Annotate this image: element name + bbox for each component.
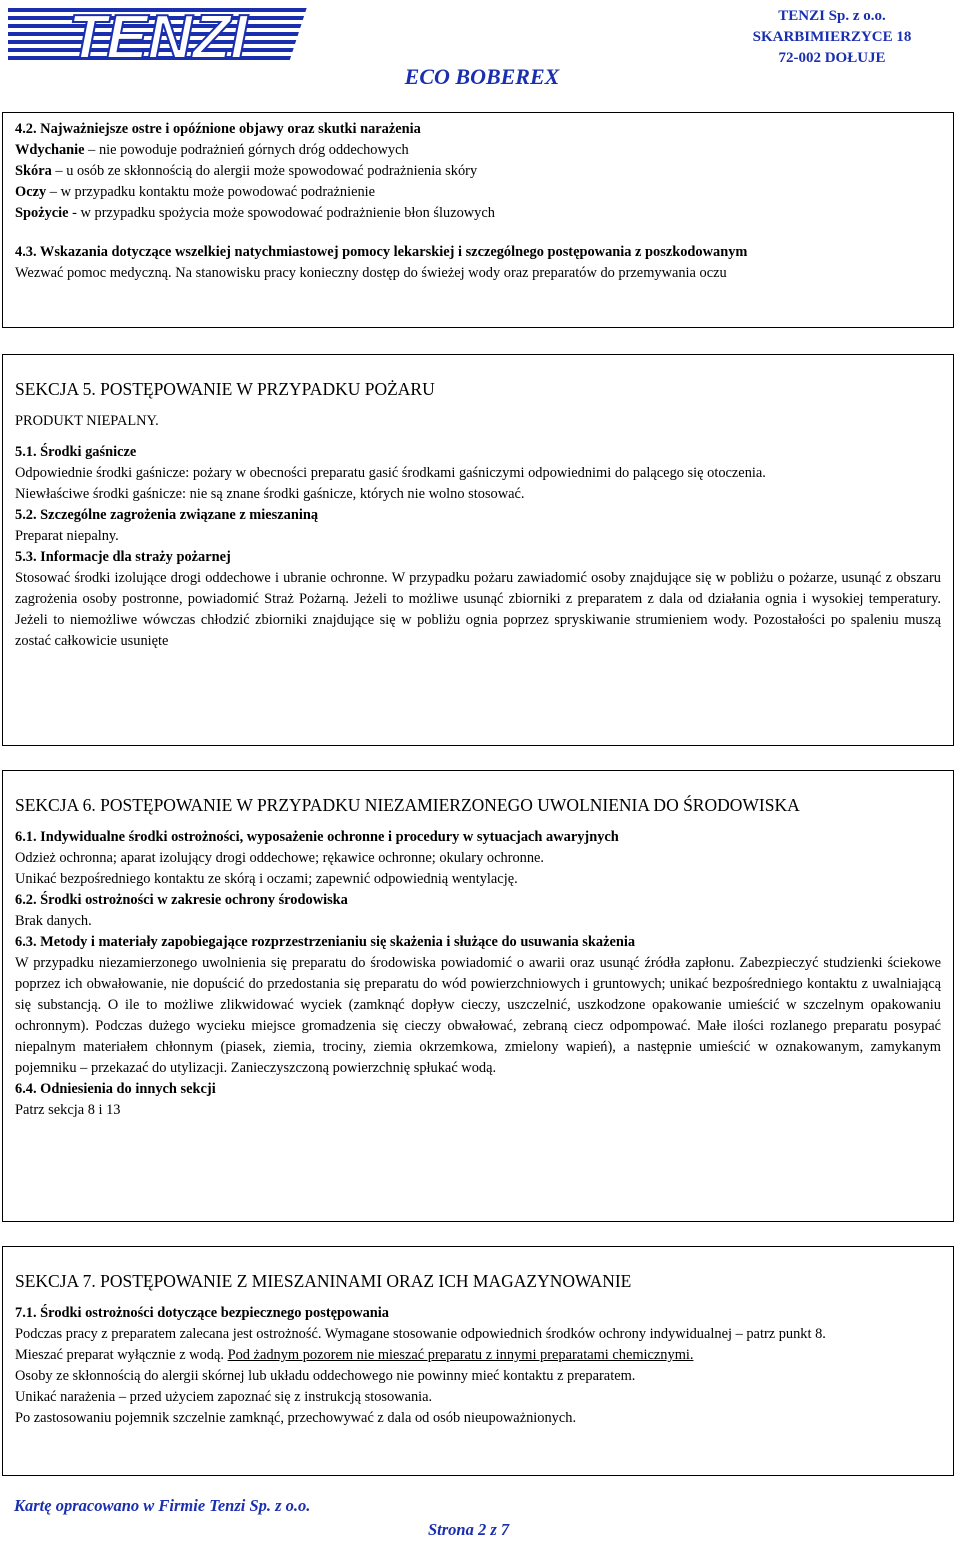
- section-6-title: SEKCJA 6. POSTĘPOWANIE W PRZYPADKU NIEZAMIERZONEGO UWOLNIENIA DO ŚRODOWISKA: [15, 795, 800, 815]
- section-6-3-title: 6.3. Metody i materiały zapobiegające rozprzestrzenianiu się skażenia i służące do usuwania skażenia: [15, 934, 636, 950]
- company-address: [722, 6, 942, 69]
- section-7-title: SEKCJA 7. POSTĘPOWANIE Z MIESZANINAMI ORAZ ICH MAGAZYNOWANIE: [15, 1271, 632, 1291]
- section-6-1-title: 6.1. Indywidualne środki ostrożności, wyposażenie ochronne i procedury w sytuacjach awaryjnych: [15, 829, 619, 845]
- section-6-4-title: 6.4. Odniesienia do innych sekcji: [15, 1081, 216, 1097]
- section-7-1-text-5: Po zastosowaniu pojemnik szczelnie zamknąć, przechowywać z dala od osób nieupoważnionych.: [15, 1410, 577, 1426]
- company-street: SKARBIMIERZYCE 18: [752, 29, 912, 45]
- section-4-3-title: 4.3. Wskazania dotyczące wszelkiej natychmiastowej pomocy lekarskiej i szczególnego postępowania z poszkodowanym: [15, 244, 748, 260]
- mix-water-text: Mieszać preparat wyłącznie z wodą.: [15, 1347, 228, 1363]
- section-7-1-title: 7.1. Środki ostrożności dotyczące bezpiecznego postępowania: [15, 1305, 390, 1321]
- section-5-2-title: 5.2. Szczególne zagrożenia związane z mieszaniną: [15, 507, 319, 523]
- section-6-3-text: W przypadku niezamierzonego uwolnienia się preparatu do środowiska powiadomić o awarii oraz usunąć źródła zapłonu. Zabezpieczyć studzienki ściekowe poprzez ich obwałowanie, nie dopuścić do przedostania się preparatu do wód powierzchniowych i gruntowych; unikać bezpośredniego kontaktu z uwalniającą się substancją. O ile to możliwe zlikwidować wyciek (zamknąć dopływ cieczy, uszczelnić, uszkodzone opakowanie umieścić w szczelnym opakowaniu ochronnym). Podczas dużego wycieku miejsce gromadzenia się cieczy obwałować, zebraną ciecz odpompować. Małe ilości rozlanego preparatu posypać niepalnym materiałem chłonnym (piasek, ziemia, trociny, ziemia okrzemkowa, zmielony wapień), a następnie umieścić w oznakowanym, zamykanym pojemniku – przekazać do utylizacji. Zanieczyszczoną powierzchnię spłukać wodą.: [15, 955, 941, 1076]
- section-6-4-text: Patrz sekcja 8 i 13: [15, 1102, 121, 1118]
- section-5-1-text-2: Niewłaściwe środki gaśnicze: nie są znane środki gaśnicze, których nie wolno stosować.: [15, 486, 525, 502]
- skin-text: – u osób ze skłonnością do alergii może spowodować podrażnienia skóry: [51, 163, 478, 179]
- ingestion-label: Spożycie: [15, 205, 69, 221]
- section-5-1-text-1: Odpowiednie środki gaśnicze: pożary w obecności preparatu gasić środkami gaśniczymi odpowiednimi do palącego się otoczenia.: [15, 465, 766, 481]
- section-6-2-text: Brak danych.: [15, 913, 92, 929]
- eyes-text: – w przypadku kontaktu może powodować podrażnienie: [46, 184, 376, 200]
- section-5-3-text: Stosować środki izolujące drogi oddechowe i ubranie ochronne. W przypadku pożaru zawiadomić osoby znajdujące się w pobliżu o pożarze, usunąć z obszaru zagrożenia osoby postronne, powiadomić Straż Pożarną. Jeżeli to możliwe usunąć zbiorniki z preparatem z dala od działania ognia i wysokiej temperatury. Jeżeli to niemożliwe wówczas chłodzić zbiorniki znajdujące się w pobliżu ognia poprzez spryskiwanie strumieniem wody. Pozostałości po spaleniu muszą zostać całkowicie usunięte: [15, 570, 941, 649]
- page-number: Strona 2 z 7: [428, 1520, 510, 1539]
- section-6-box: [2, 770, 954, 1222]
- section-7-box: [2, 1246, 954, 1476]
- section-6-1-text-1: Odzież ochronna; aparat izolujący drogi oddechowe; rękawice ochronne; okulary ochronne.: [15, 850, 545, 866]
- skin-label: Skóra: [15, 163, 52, 179]
- section-4-3-text: Wezwać pomoc medyczną. Na stanowisku pracy konieczny dostęp do świeżej wody oraz preparatów do przemywania oczu: [15, 265, 727, 281]
- section-5-1-title: 5.1. Środki gaśnicze: [15, 444, 137, 460]
- section-7-1-text-4: Unikać narażenia – przed użyciem zapoznać się z instrukcją stosowania.: [15, 1389, 433, 1405]
- logo-text: TENZI: [68, 4, 248, 66]
- ingestion-text: - w przypadku spożycia może spowodować podrażnienie błon śluzowych: [68, 205, 495, 221]
- eyes-line: [15, 182, 941, 203]
- section-6-1-text-2: Unikać bezpośredniego kontaktu ze skórą i oczami; zapewnić odpowiednią wentylację.: [15, 871, 518, 887]
- section-6-2-title: 6.2. Środki ostrożności w zakresie ochrony środowiska: [15, 892, 348, 908]
- section-4-2-title: 4.2. Najważniejsze ostre i opóźnione objawy oraz skutki narażenia: [15, 121, 421, 137]
- product-note: PRODUKT NIEPALNY.: [15, 413, 159, 429]
- inhalation-label: Wdychanie: [15, 142, 85, 158]
- section-7-1-text-2: [15, 1345, 941, 1366]
- section-7-1-text-1: Podczas pracy z preparatem zalecana jest ostrożność. Wymagane stosowanie odpowiednich środków ochrony indywidualnej – patrz punkt 8.: [15, 1326, 826, 1342]
- skin-line: [15, 161, 941, 182]
- ingestion-line: [15, 203, 941, 224]
- product-name: ECO BOBEREX: [404, 64, 560, 89]
- tenzi-logo: [8, 4, 313, 66]
- footer-prepared-by: Kartę opracowano w Firmie Tenzi Sp. z o.o.: [14, 1496, 311, 1515]
- section-5-2-text: Preparat niepalny.: [15, 528, 119, 544]
- section-5-3-title: 5.3. Informacje dla straży pożarnej: [15, 549, 231, 565]
- section-4-box: [2, 112, 954, 328]
- company-name: TENZI Sp. z o.o.: [778, 8, 886, 24]
- inhalation-line: [15, 140, 941, 161]
- section-5-box: [2, 354, 954, 746]
- section-7-1-text-3: Osoby ze skłonnością do alergii skórnej lub układu oddechowego nie powinny mieć kontaktu z preparatem.: [15, 1368, 636, 1384]
- eyes-label: Oczy: [15, 184, 47, 200]
- no-mixing-warning: Pod żadnym pozorem nie mieszać preparatu z innymi preparatami chemicznymi.: [227, 1347, 694, 1363]
- page-header: [0, 0, 960, 110]
- company-city: 72-002 DOŁUJE: [778, 50, 886, 66]
- inhalation-text: – nie powoduje podrażnień górnych dróg oddechowych: [84, 142, 409, 158]
- section-5-title: SEKCJA 5. POSTĘPOWANIE W PRZYPADKU POŻARU: [15, 379, 435, 399]
